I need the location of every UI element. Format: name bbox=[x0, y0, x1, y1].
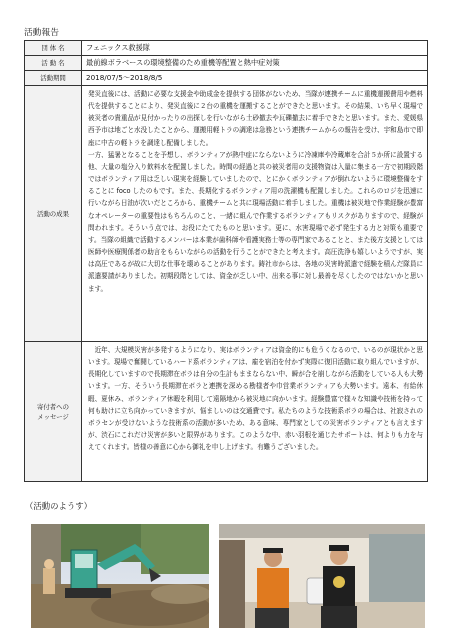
message-body bbox=[82, 342, 428, 482]
period-value: 2018/07/5～2018/8/5 bbox=[82, 71, 428, 86]
photos-heading: （活動のようす） bbox=[25, 501, 92, 511]
report-table bbox=[24, 40, 428, 482]
results-paragraph: 一方、猛暑となることを予想し、ボランティアが熱中症にならないように冷凍庫や冷蔵庫を合計５か所に設置する他、大量の塩分入り飲料水を配置しました。時間の経過と共の被災者用の支援物資は入量に集まる一方で初期段階ではボランティア用は乏しい現実を経験していましたので、とにかくボランティアが倒れないように環境整備をすることに foco したのもです。また、長期化するボランティア用の洗濯機も配置しました。これらのロジを迅速に行いながら日油が次いだところから、重機チームと共に現場活動に着手しました。重機は被災地で作業経験が豊富なオペレーターの重要性はもちろんのこと、一緒に組んで作業するボランティアもリスクがありますので、経験が問われます。そういう点では、お役にたてたものと思います。更に、水害現場で必ず発生する力と対策も重要です。当隊の組織で活動するメンバーは本業が歯科師や看護実務士等の専門家であることと、また後方支援としては医師や医療関係者の助言をもらいながらの活動を行うことができたと考えます。高圧洗浄も嬉しいようですが、実は高圧であるが故に大切な仕事を壊めることがあります。鋳社市からは、各地の災害時派遣で経験を積んだ隊員に派遣要請がありました。初期段階としては、資金が乏しい中、出来る事に対し最善を尽くしたのではないかと思います。 bbox=[88, 150, 423, 293]
group-label: 団 体 名 bbox=[25, 41, 82, 56]
message-row bbox=[25, 342, 428, 482]
activity-value: 最前線ボラベースの環境整備のため重機等配置と熱中症対策 bbox=[82, 56, 428, 71]
message-paragraph: 近年、大規模災害が多発するようになり、実はボランティアは資金的にも危うくなるので、いるのが現状かと思います。現場で奮闘しているハード系ボランティアは、雇を宿泊を付かず実際に復旧活動に取り組んでいますが、長期化していますので長期滞在ボラは自分の生計もままならない中、瞬が合を崩しながら活動をしている人も大勢います。一方、そういう長期滞在ボラと連携を深める勘様者や巾営業ボランティアも大勢います。遠本、有給休暇、夏休み、ボランティア休暇を利用して遠隔地から被災地に向かいます。経験豊富で様々な知識や技術を持って何も助けに立ち向かっていきますが、悩ましいのは交通費です。私たちのような技術系ボラの場合は、社寂されのボラセンが受けないような技術系の活動が多いため、ある意味、専門家としての災害ボランティアとも言えますが、渋石にこれだけ災害が多いと限界があります。このような中、赤い羽根を通じたサポートは、何よりも力を与えてくれます。皆様の善意に心から御礼を申し上げます。有難うございました。 bbox=[88, 346, 423, 452]
period-label: 活動期間 bbox=[25, 71, 82, 86]
results-row bbox=[25, 86, 428, 342]
results-paragraph: 発災直後には、活動に必要な支援金や助成金を提供する団体がないため、当隊が連携チームに重機運搬費用や燃料代を提供することにより、発災直後に２台の重機を運搬することができたと思います。その結果、いち早く現場で被災者の貴重品が見付かったりの出探しを行いながら土砂撤去や瓦礫撤去に着手できたと思います。また、愛媛県西予市は地ごと水没したことから、運搬用軽トラの調達は急務という連携チームからの報告を受け、宇和島市で即座に中古の軽トラを調達し配備しました。 bbox=[88, 90, 423, 147]
results-label: 活動の成果 bbox=[25, 86, 82, 342]
period-row bbox=[25, 71, 428, 86]
report-heading: 活動報告 bbox=[24, 28, 60, 38]
group-value: フェニックス救援隊 bbox=[82, 41, 428, 56]
activity-row bbox=[25, 56, 428, 71]
results-body bbox=[82, 86, 428, 342]
message-label-line: 寄付者への bbox=[37, 402, 69, 411]
activity-label: 活 動 名 bbox=[25, 56, 82, 71]
message-label bbox=[25, 342, 82, 482]
group-row bbox=[25, 41, 428, 56]
excavator-photo bbox=[31, 524, 209, 628]
volunteers-photo bbox=[219, 524, 425, 628]
message-label-line: メッセージ bbox=[37, 412, 69, 421]
